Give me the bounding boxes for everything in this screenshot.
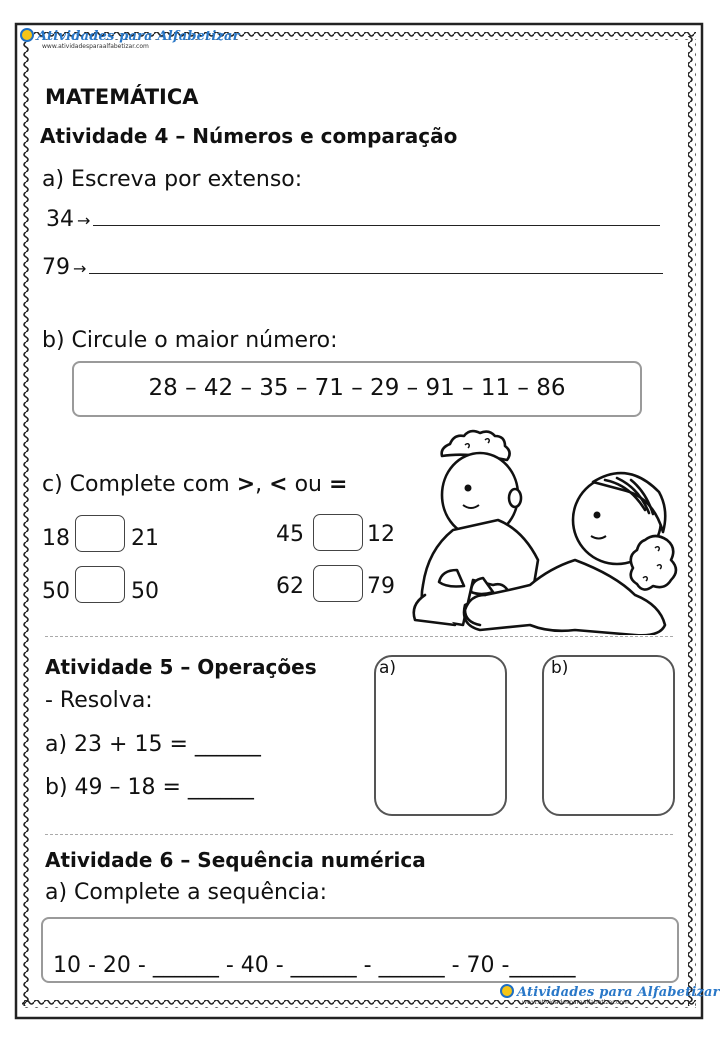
number-79: 79 [42,255,70,280]
activity5-instruction: - Resolva: [45,688,153,713]
work-box-a-label: a) [379,658,397,678]
logo-title: Atividades para Alfabetizar [37,29,240,44]
number-sequence[interactable]: 10 - 20 - ______ - 40 - ______ - ______ - 70 -______ [53,953,576,978]
operation-a[interactable]: a) 23 + 15 = ______ [45,732,261,757]
subject-title: MATEMÁTICA [45,85,199,109]
logo-bottom [500,981,720,1006]
write-row-79 [42,255,663,280]
two-children-sitting-icon [395,420,687,635]
number-34: 34 [46,207,74,232]
answer-line-79[interactable] [89,256,663,274]
pair-left-45: 45 [276,522,304,547]
logo-top [20,25,240,50]
logo-title: Atividades para Alfabetizar [517,985,720,1000]
compare-box-4[interactable] [313,565,363,602]
logo-icon [20,28,34,42]
symbol-less: < [269,472,288,497]
work-box-b[interactable] [542,655,675,816]
pair-left-18: 18 [42,526,70,551]
answer-line-34[interactable] [93,208,660,226]
section-divider-2 [45,834,673,835]
section-divider-1 [45,636,673,637]
logo-icon [500,984,514,998]
activity6-title: Atividade 6 – Sequência numérica [45,848,426,872]
pair-right-12: 12 [367,522,395,547]
pair-left-50: 50 [42,579,70,604]
compare-sequence[interactable]: 28 – 42 – 35 – 71 – 29 – 91 – 11 – 86 [148,375,566,401]
pair-right-79: 79 [367,574,395,599]
symbol-equal: = [328,472,348,497]
activity4-c-prompt [42,472,347,497]
compare-box-3[interactable] [75,566,125,603]
pair-right-21: 21 [131,526,159,551]
or-text: ou [294,472,322,497]
activity4-a-prompt: a) Escreva por extenso: [42,167,303,192]
activity5-title: Atividade 5 – Operações [45,655,317,679]
arrow-icon: → [77,211,91,230]
activity4-b-prompt: b) Circule o maior número: [42,328,338,353]
symbol-greater: > [236,472,256,497]
write-row-34 [46,207,660,232]
logo-url: www.atividadesparaalfabetizar.com [522,999,629,1006]
logo-url: www.atividadesparaalfabetizar.com [42,43,149,50]
c-prompt-text: c) Complete com [42,472,230,497]
arrow-icon: → [73,259,87,278]
activity6-prompt: a) Complete a sequência: [45,880,328,905]
compare-box-1[interactable] [75,515,125,552]
symbol-separator: , [255,472,263,497]
work-box-b-label: b) [551,658,569,678]
activity4-title: Atividade 4 – Números e comparação [40,124,458,148]
pair-right-50: 50 [131,579,159,604]
compare-box-2[interactable] [313,514,363,551]
pair-left-62: 62 [276,574,304,599]
work-box-a[interactable] [374,655,507,816]
operation-b[interactable]: b) 49 – 18 = ______ [45,775,254,800]
